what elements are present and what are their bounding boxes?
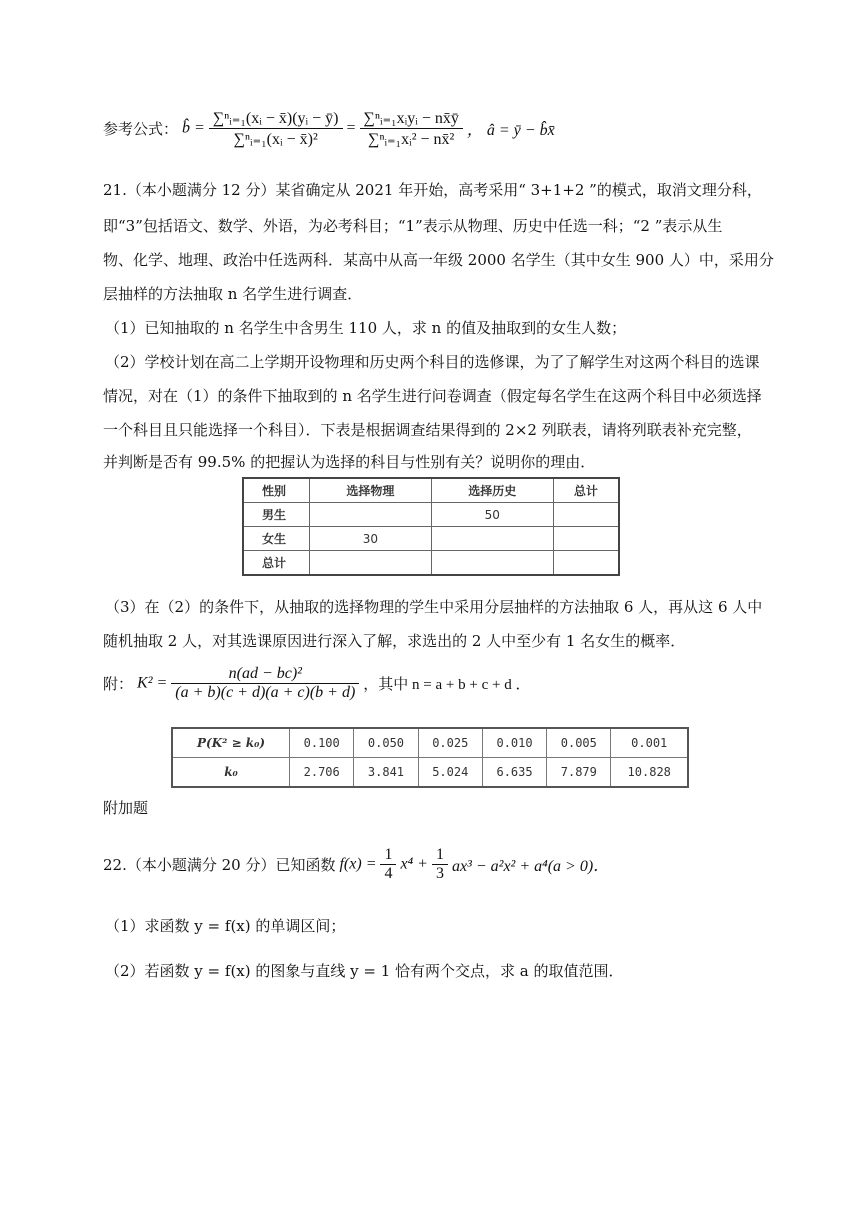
chi-square-denominator: (a + b)(c + d)(a + c)(b + d) bbox=[175, 684, 356, 701]
q21-line-2: 即“3”包括语文、数学、外语，为必考科目；“1”表示从物理、历史中任选一科；“2 ”表示从生 bbox=[103, 217, 723, 235]
fraction-1-numerator: ∑ⁿᵢ₌₁(xᵢ − x̄)(yᵢ − ȳ) bbox=[209, 108, 343, 129]
table-cell: 50 bbox=[431, 503, 553, 527]
table-cell: 总计 bbox=[243, 551, 310, 576]
table-row bbox=[243, 503, 619, 527]
q21-line-1: 21.（本小题满分 12 分）某省确定从 2021 年开始，高考采用“ 3+1+2 ”的模式，取消文理分科， bbox=[103, 181, 762, 199]
table-cell: 30 bbox=[310, 527, 432, 551]
q22-statement bbox=[103, 846, 609, 883]
table-header-row bbox=[243, 478, 619, 503]
table-cell: 3.841 bbox=[354, 758, 418, 788]
table-cell: 女生 bbox=[243, 527, 310, 551]
table-header-cell: 性别 bbox=[243, 478, 310, 503]
table-cell bbox=[431, 527, 553, 551]
fraction-third-denominator: 3 bbox=[435, 865, 444, 882]
critical-value-table bbox=[171, 727, 689, 788]
table-cell bbox=[310, 503, 432, 527]
k-squared: K² = bbox=[137, 674, 168, 692]
q21-line-4: 层抽样的方法抽取 n 名学生进行调查． bbox=[103, 285, 363, 303]
table-cell: 0.025 bbox=[418, 728, 482, 758]
table-row bbox=[172, 728, 688, 758]
table-header-cell: 总计 bbox=[553, 478, 619, 503]
fraction-third-numerator: 1 bbox=[432, 846, 448, 865]
table-cell bbox=[310, 551, 432, 576]
table-cell: P(K² ≥ k₀) bbox=[172, 728, 290, 758]
q22-part-2: （2）若函数 y = f(x) 的图象与直线 y = 1 恰有两个交点，求 a 的取值范围． bbox=[105, 962, 624, 980]
table-cell: 0.010 bbox=[482, 728, 546, 758]
q21-part-2-line-2: 情况，对在（1）的条件下抽取到的 n 名学生进行问卷调查（假定每名学生在这两个科目中必须选择 bbox=[103, 387, 762, 405]
table-cell: 10.828 bbox=[611, 758, 688, 788]
table-cell: 6.635 bbox=[482, 758, 546, 788]
table-header-cell: 选择历史 bbox=[431, 478, 553, 503]
chi-square-numerator: n(ad − bc)² bbox=[171, 665, 359, 684]
fraction-1-denominator: ∑ⁿᵢ₌₁(xᵢ − x̄)² bbox=[233, 131, 318, 148]
chi-square-fraction bbox=[171, 665, 359, 702]
q21-part-3-line-1: （3）在（2）的条件下，从抽取的选择物理的学生中采用分层抽样的方法抽取 6 人，再从这 6 人中 bbox=[105, 598, 763, 616]
table-cell: 男生 bbox=[243, 503, 310, 527]
reference-formula bbox=[103, 108, 555, 149]
table-row bbox=[243, 527, 619, 551]
table-cell bbox=[553, 551, 619, 576]
formula-label: 参考公式： bbox=[103, 120, 179, 138]
appendix-formula bbox=[103, 665, 530, 702]
fraction-1 bbox=[209, 108, 343, 149]
q21-part-2-line-4: 并判断是否有 99.5% 的把握认为选择的科目与性别有关？说明你的理由． bbox=[103, 453, 596, 471]
table-cell bbox=[431, 551, 553, 576]
table-cell: 0.050 bbox=[354, 728, 418, 758]
table-cell: 0.005 bbox=[547, 728, 611, 758]
contingency-table bbox=[242, 477, 620, 576]
table-row bbox=[172, 758, 688, 788]
table-header-cell: 选择物理 bbox=[310, 478, 432, 503]
table-cell: 7.879 bbox=[547, 758, 611, 788]
table-cell bbox=[553, 527, 619, 551]
q21-part-3-line-2: 随机抽取 2 人，对其选课原因进行深入了解，求选出的 2 人中至少有 1 名女生的概率． bbox=[103, 632, 686, 650]
q21-part-2-line-3: 一个科目且只能选择一个科目）．下表是根据调查结果得到的 2×2 列联表，请将列联表补充完整， bbox=[103, 421, 752, 439]
q22-intro: 22.（本小题满分 20 分）已知函数 bbox=[103, 856, 336, 874]
table-cell: 0.001 bbox=[611, 728, 688, 758]
function-term-1: x⁴ + bbox=[400, 855, 428, 873]
table-cell: 0.100 bbox=[290, 728, 354, 758]
fraction-quarter bbox=[380, 846, 396, 883]
table-cell bbox=[553, 503, 619, 527]
fraction-quarter-denominator: 4 bbox=[384, 865, 393, 882]
appendix-label: 附： bbox=[103, 675, 134, 693]
q21-line-3: 物、化学、地理、政治中任选两科．某高中从高一年级 2000 名学生（其中女生 900 人）中，采用分 bbox=[103, 251, 774, 269]
b-hat: b̂ = bbox=[182, 119, 205, 137]
function-term-2: ax³ − a²x² + a⁴(a > 0)． bbox=[451, 858, 610, 875]
table-row bbox=[243, 551, 619, 576]
table-cell: 5.024 bbox=[418, 758, 482, 788]
fraction-2-numerator: ∑ⁿᵢ₌₁xᵢyᵢ − nx̄ȳ bbox=[360, 108, 463, 129]
fraction-2 bbox=[360, 108, 463, 149]
extra-section-title: 附加题 bbox=[103, 799, 149, 817]
q21-part-2-line-1: （2）学校计划在高二上学期开设物理和历史两个科目的选修课，为了了解学生对这两个科目的选课 bbox=[105, 353, 760, 371]
appendix-tail: ，其中 n = a + b + c + d ． bbox=[363, 677, 531, 693]
fraction-2-denominator: ∑ⁿᵢ₌₁xᵢ² − nx̄² bbox=[368, 131, 455, 148]
q21-part-1: （1）已知抽取的 n 名学生中含男生 110 人，求 n 的值及抽取到的女生人数； bbox=[105, 319, 627, 337]
fraction-quarter-numerator: 1 bbox=[380, 846, 396, 865]
table-cell: k₀ bbox=[172, 758, 290, 788]
function-name: f(x) = bbox=[339, 855, 377, 873]
a-hat-formula: ， â = ȳ − b̂x̄ bbox=[466, 122, 555, 139]
q22-part-1: （1）求函数 y = f(x) 的单调区间； bbox=[105, 917, 346, 935]
equals-sign: = bbox=[346, 119, 356, 137]
fraction-third bbox=[432, 846, 448, 883]
table-cell: 2.706 bbox=[290, 758, 354, 788]
